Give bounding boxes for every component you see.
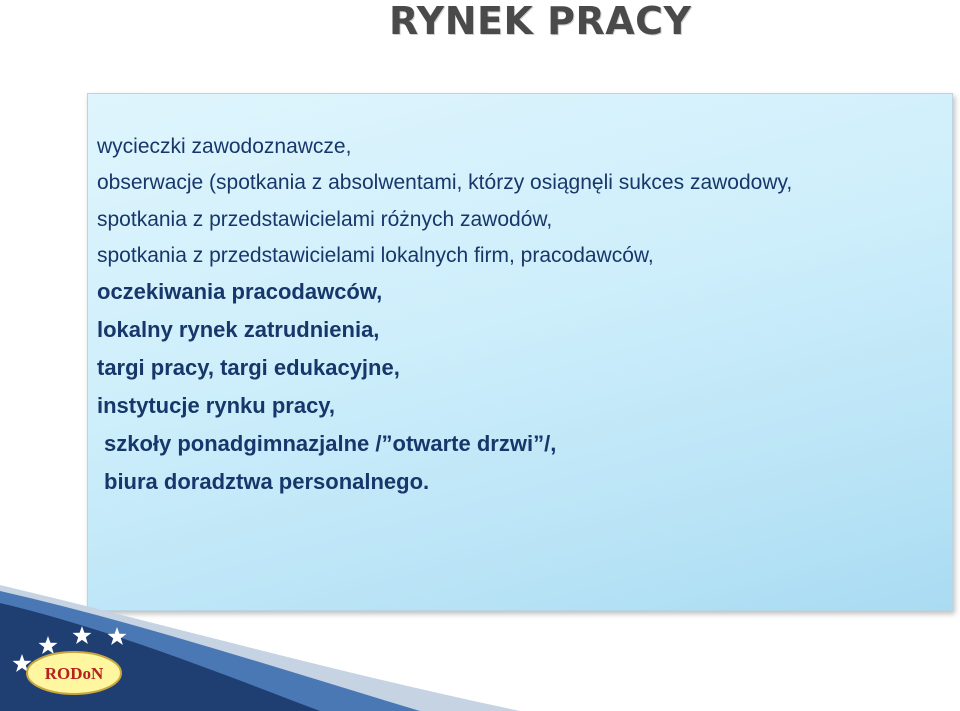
list-item: targi pracy, targi edukacyjne, xyxy=(97,355,400,380)
list-item: instytucje rynku pracy, xyxy=(97,393,336,418)
list-item: lokalny rynek zatrudnienia, xyxy=(97,317,380,342)
rodon-logo xyxy=(27,652,121,694)
logo-text: RODoN xyxy=(44,664,104,683)
item-list xyxy=(97,134,942,507)
content-box xyxy=(87,93,953,611)
list-item: obserwacje (spotkania z absolwentami, którzy osiągnęli sukces zawodowy, xyxy=(97,171,793,194)
list-item: szkoły ponadgimnazjalne /”otwarte drzwi”/, xyxy=(104,431,557,456)
corner-decoration xyxy=(0,585,960,711)
list-item: wycieczki zawodoznawcze, xyxy=(97,135,352,158)
list-item: oczekiwania pracodawców, xyxy=(97,279,383,304)
list-item: spotkania z przedstawicielami różnych zawodów, xyxy=(97,208,553,231)
list-item: spotkania z przedstawicielami lokalnych firm, pracodawców, xyxy=(97,244,654,267)
slide-title: RYNEK PRACY xyxy=(389,0,692,43)
list-item: biura doradztwa personalnego. xyxy=(104,469,430,494)
